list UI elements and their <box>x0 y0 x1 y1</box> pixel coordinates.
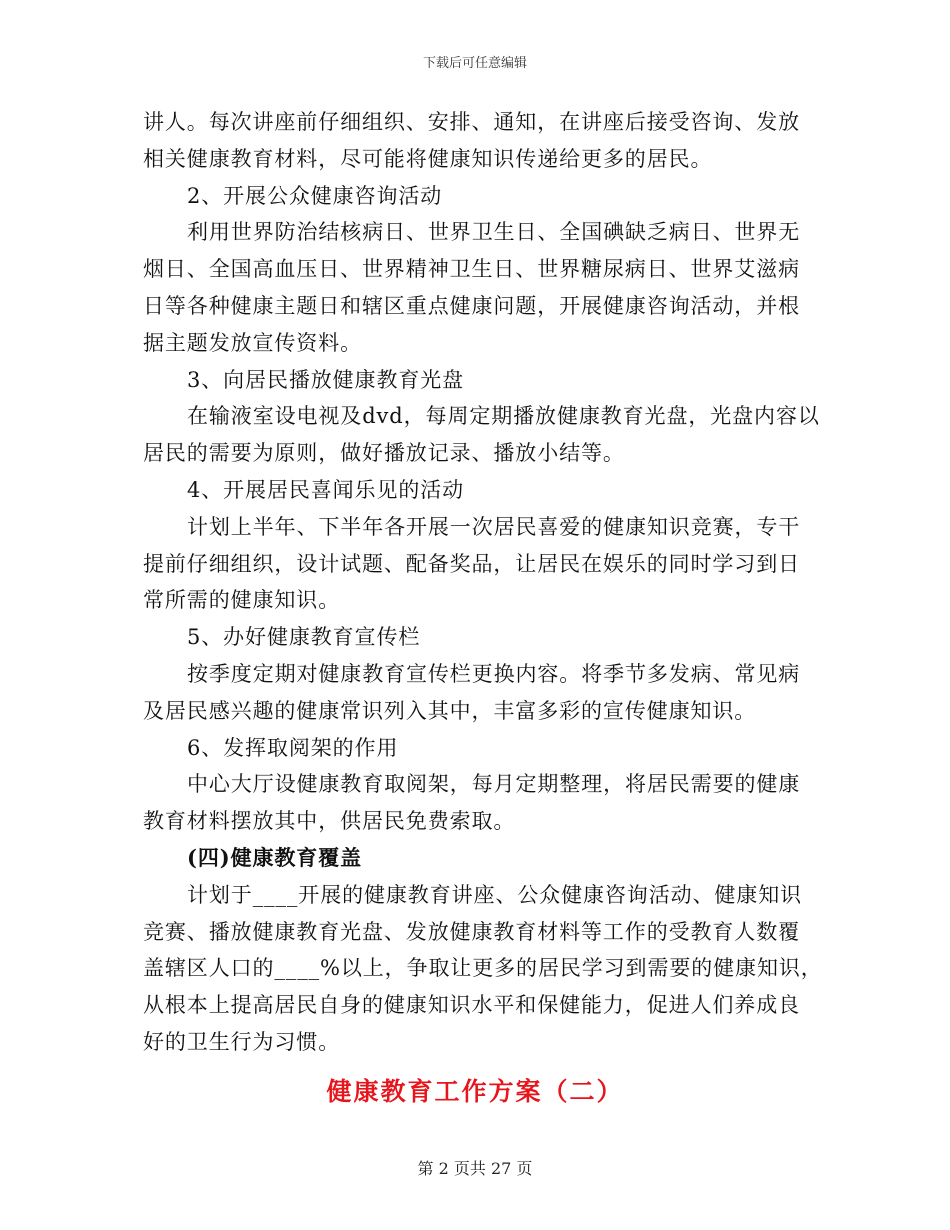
section-heading: 5、办好健康教育宣传栏 <box>187 625 421 650</box>
paragraph-line: 在输液室设电视及dvd，每周定期播放健康教育光盘，光盘内容以 <box>187 404 820 429</box>
section-heading: 6、发挥取阅架的作用 <box>187 735 399 760</box>
paragraph-line: 按季度定期对健康教育宣传栏更换内容。将季节多发病、常见病 <box>187 661 801 686</box>
paragraph-line: 中心大厅设健康教育取阅架，每月定期整理，将居民需要的健康 <box>187 772 801 797</box>
paragraph-line: 相关健康教育材料，尽可能将健康知识传递给更多的居民。 <box>143 146 713 171</box>
document-section-title: 健康教育工作方案（二） <box>326 1077 624 1106</box>
paragraph-line: 提前仔细组织，设计试题、配备奖品，让居民在娱乐的同时学习到日 <box>143 551 800 576</box>
paragraph-line: 好的卫生行为习惯。 <box>143 1029 341 1054</box>
paragraph-line: 从根本上提高居民自身的健康知识水平和保健能力，促进人们养成良 <box>143 993 800 1018</box>
paragraph-line: 据主题发放宣传资料。 <box>143 330 362 355</box>
paragraph-line: 及居民感兴趣的健康常识列入其中，丰富多彩的宣传健康知识。 <box>143 698 757 723</box>
paragraph-line: 居民的需要为原则，做好播放记录、播放小结等。 <box>143 441 625 466</box>
paragraph-line: 盖辖区人口的____%以上，争取让更多的居民学习到需要的健康知识， <box>143 956 823 981</box>
section-heading: 4、开展居民喜闻乐见的活动 <box>187 477 465 502</box>
section-heading: (四)健康教育覆盖 <box>187 844 362 870</box>
document-body <box>143 104 823 1061</box>
paragraph-line: 讲人。每次讲座前仔细组织、安排、通知，在讲座后接受咨询、发放 <box>143 110 800 134</box>
paragraph-line: 常所需的健康知识。 <box>143 588 341 613</box>
paragraph-line: 利用世界防治结核病日、世界卫生日、全国碘缺乏病日、世界无 <box>187 220 801 245</box>
section-heading: 2、开展公众健康咨询活动 <box>187 183 443 208</box>
page-number-footer: 第 2 页共 27 页 <box>417 1159 533 1178</box>
paragraph-line: 计划于____开展的健康教育讲座、公众健康咨询活动、健康知识 <box>187 882 802 907</box>
paragraph-line: 竞赛、播放健康教育光盘、发放健康教育材料等工作的受教育人数覆 <box>143 919 800 944</box>
header-note: 下载后可任意编辑 <box>422 56 527 71</box>
section-heading: 3、向居民播放健康教育光盘 <box>187 367 465 392</box>
paragraph-line: 烟日、全国高血压日、世界精神卫生日、世界糖尿病日、世界艾滋病 <box>143 257 800 282</box>
paragraph-line: 计划上半年、下半年各开展一次居民喜爱的健康知识竞赛，专干 <box>187 514 801 539</box>
paragraph-line: 日等各种健康主题日和辖区重点健康问题，开展健康咨询活动，并根 <box>143 293 800 318</box>
paragraph-line: 教育材料摆放其中，供居民免费索取。 <box>143 809 516 834</box>
